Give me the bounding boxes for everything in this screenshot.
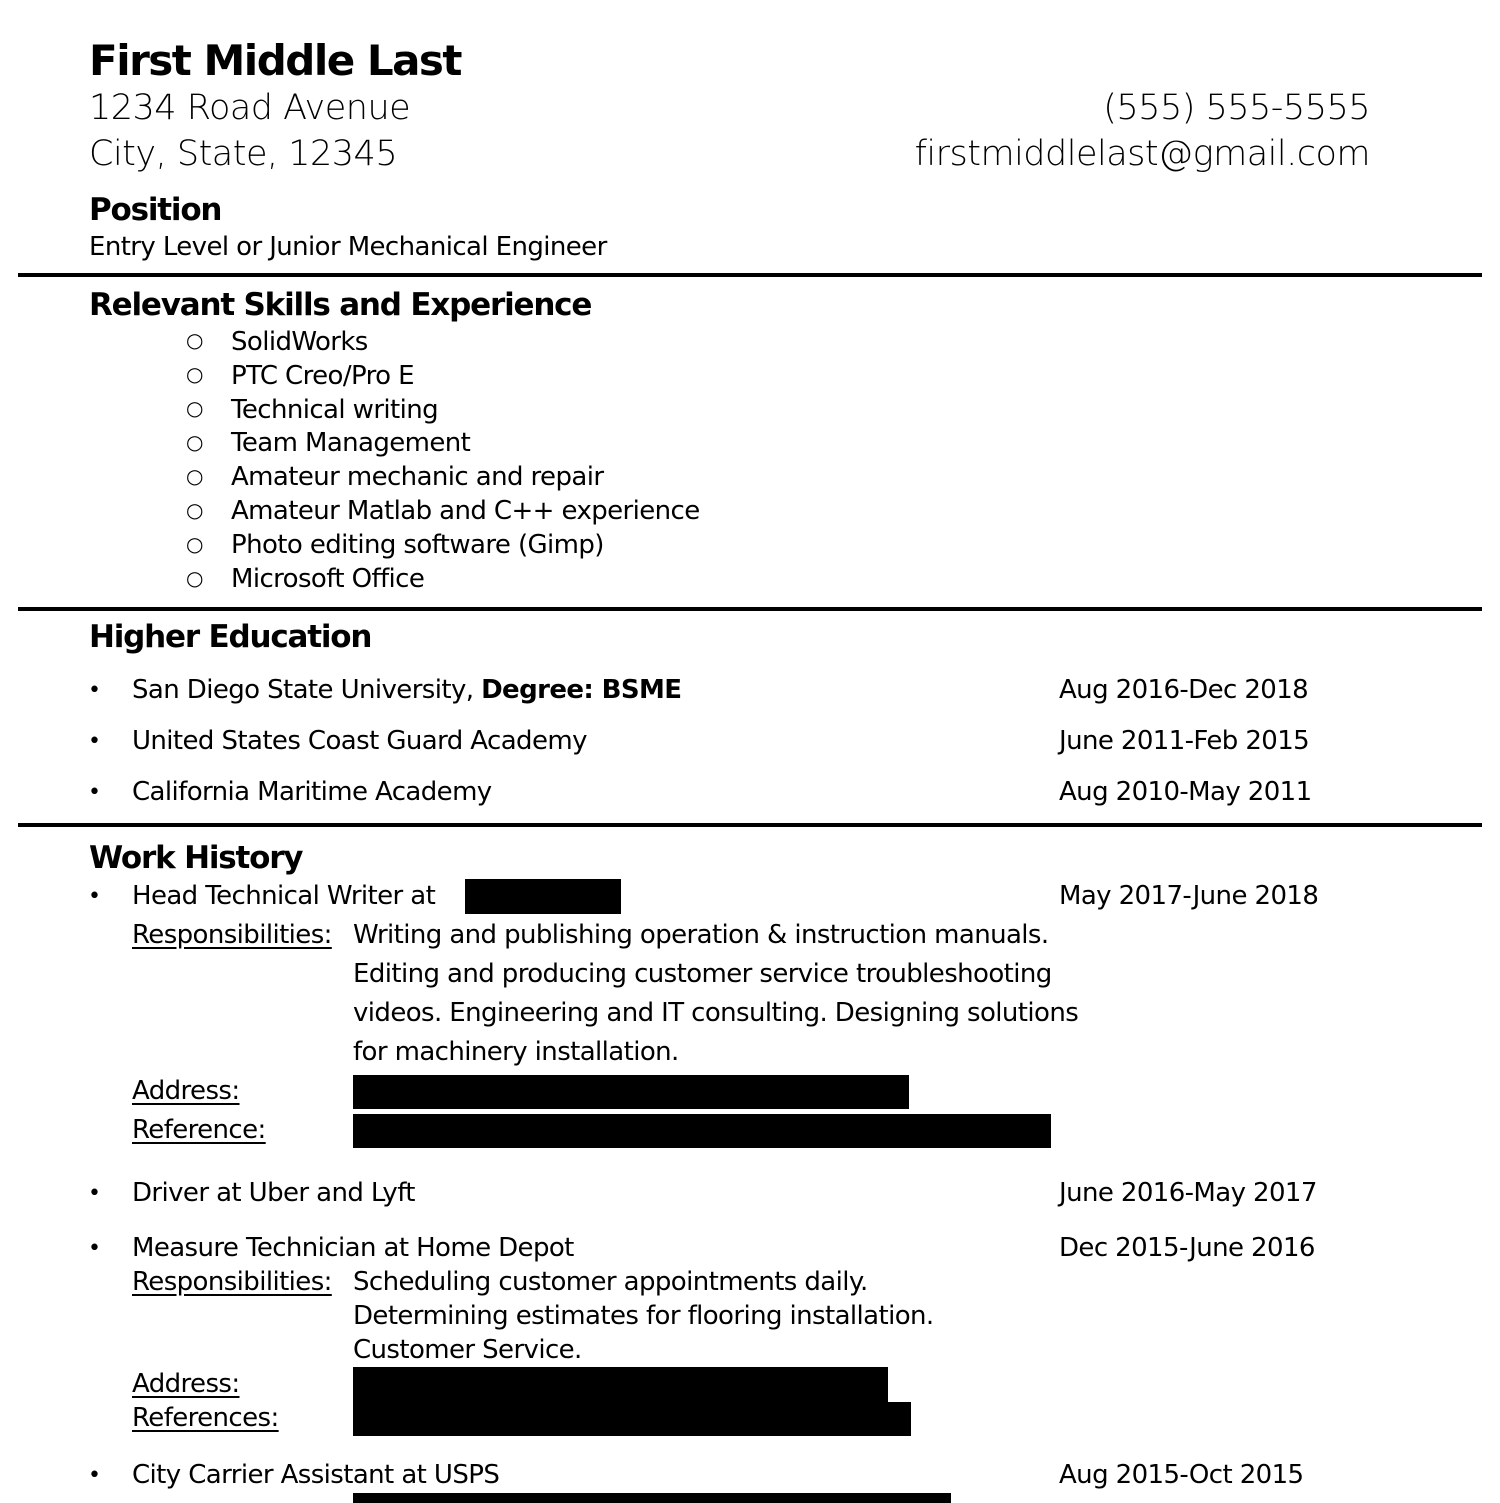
circle-bullet-icon: ○ <box>186 532 204 556</box>
skills-heading: Relevant Skills and Experience <box>89 287 592 323</box>
skill-item-label: Amateur Matlab and C++ experience <box>231 496 700 526</box>
bullet-icon: • <box>88 1463 101 1488</box>
skill-item <box>186 396 203 420</box>
email-address: firstmiddlelast@gmail.com <box>914 134 1370 174</box>
school-name: San Diego State University, <box>132 675 482 705</box>
responsibility-line: Scheduling customer appointments daily. <box>353 1267 868 1297</box>
phone-number: (555) 555-5555 <box>1103 88 1370 128</box>
address-line-2: City, State, 12345 <box>89 134 398 174</box>
address-label: Address: <box>132 1076 240 1106</box>
skill-item-label: SolidWorks <box>231 327 368 357</box>
job-title: Measure Technician at Home Depot <box>132 1233 574 1263</box>
redacted-address <box>353 1493 951 1503</box>
bullet-icon: • <box>88 678 101 703</box>
section-divider <box>18 823 1482 827</box>
job-title: Head Technical Writer at <box>132 881 436 911</box>
circle-bullet-icon: ○ <box>186 328 204 352</box>
redacted-reference <box>353 1114 1051 1148</box>
circle-bullet-icon: ○ <box>186 396 204 420</box>
skill-item-label: Technical writing <box>231 395 439 425</box>
responsibility-line: Writing and publishing operation & instruction manuals. <box>353 920 1049 950</box>
redacted-address <box>353 1367 888 1403</box>
circle-bullet-icon: ○ <box>186 464 204 488</box>
skill-item-label: Team Management <box>231 428 471 458</box>
school-name: United States Coast Guard Academy <box>132 726 587 756</box>
job-title: Driver at Uber and Lyft <box>132 1178 415 1208</box>
reference-label: Reference: <box>132 1115 266 1145</box>
school-name: California Maritime Academy <box>132 777 492 807</box>
bullet-icon: • <box>88 1181 101 1206</box>
address-line-1: 1234 Road Avenue <box>89 88 411 128</box>
reference-label: References: <box>132 1403 279 1433</box>
skill-item-label: Amateur mechanic and repair <box>231 462 604 492</box>
education-dates: Aug 2016-Dec 2018 <box>1059 675 1309 705</box>
redacted-employer <box>465 879 621 914</box>
circle-bullet-icon: ○ <box>186 498 204 522</box>
skill-item-label: Photo editing software (Gimp) <box>231 530 604 560</box>
education-dates: Aug 2010-May 2011 <box>1059 777 1312 807</box>
section-divider <box>18 273 1482 277</box>
bullet-icon: • <box>88 1236 101 1261</box>
job-title: City Carrier Assistant at USPS <box>132 1460 500 1490</box>
redacted-address <box>353 1075 909 1109</box>
education-heading: Higher Education <box>89 619 372 655</box>
job-dates: Aug 2015-Oct 2015 <box>1059 1460 1304 1490</box>
responsibility-line: Customer Service. <box>353 1335 582 1365</box>
skill-item <box>186 566 203 590</box>
bullet-icon: • <box>88 729 101 754</box>
responsibility-line: Determining estimates for flooring installation. <box>353 1301 934 1331</box>
responsibility-line: Editing and producing customer service troubleshooting <box>353 959 1052 989</box>
position-value: Entry Level or Junior Mechanical Engineer <box>89 232 607 262</box>
skill-item <box>186 464 203 488</box>
position-heading: Position <box>89 192 222 228</box>
address-label: Address: <box>132 1369 240 1399</box>
bullet-icon: • <box>88 780 101 805</box>
skill-item-label: Microsoft Office <box>231 564 425 594</box>
job-dates: June 2016-May 2017 <box>1059 1178 1317 1208</box>
work-heading: Work History <box>89 840 303 876</box>
bullet-icon: • <box>88 884 101 909</box>
circle-bullet-icon: ○ <box>186 362 204 386</box>
circle-bullet-icon: ○ <box>186 566 204 590</box>
skill-item <box>186 328 203 352</box>
skill-item <box>186 430 203 454</box>
job-dates: May 2017-June 2018 <box>1059 881 1319 911</box>
redacted-reference <box>353 1402 911 1436</box>
section-divider <box>18 607 1482 611</box>
skill-item <box>186 532 203 556</box>
skill-item <box>186 498 203 522</box>
education-dates: June 2011-Feb 2015 <box>1059 726 1310 756</box>
skill-item <box>186 362 203 386</box>
resume-name: First Middle Last <box>89 36 462 85</box>
skill-item-label: PTC Creo/Pro E <box>231 361 414 391</box>
degree: Degree: BSME <box>481 675 682 705</box>
responsibility-line: for machinery installation. <box>353 1037 679 1067</box>
responsibilities-label: Responsibilities: <box>132 1267 332 1297</box>
responsibilities-label: Responsibilities: <box>132 920 332 950</box>
responsibility-line: videos. Engineering and IT consulting. Designing solutions <box>353 998 1079 1028</box>
education-item <box>132 675 681 705</box>
job-dates: Dec 2015-June 2016 <box>1059 1233 1315 1263</box>
circle-bullet-icon: ○ <box>186 430 204 454</box>
